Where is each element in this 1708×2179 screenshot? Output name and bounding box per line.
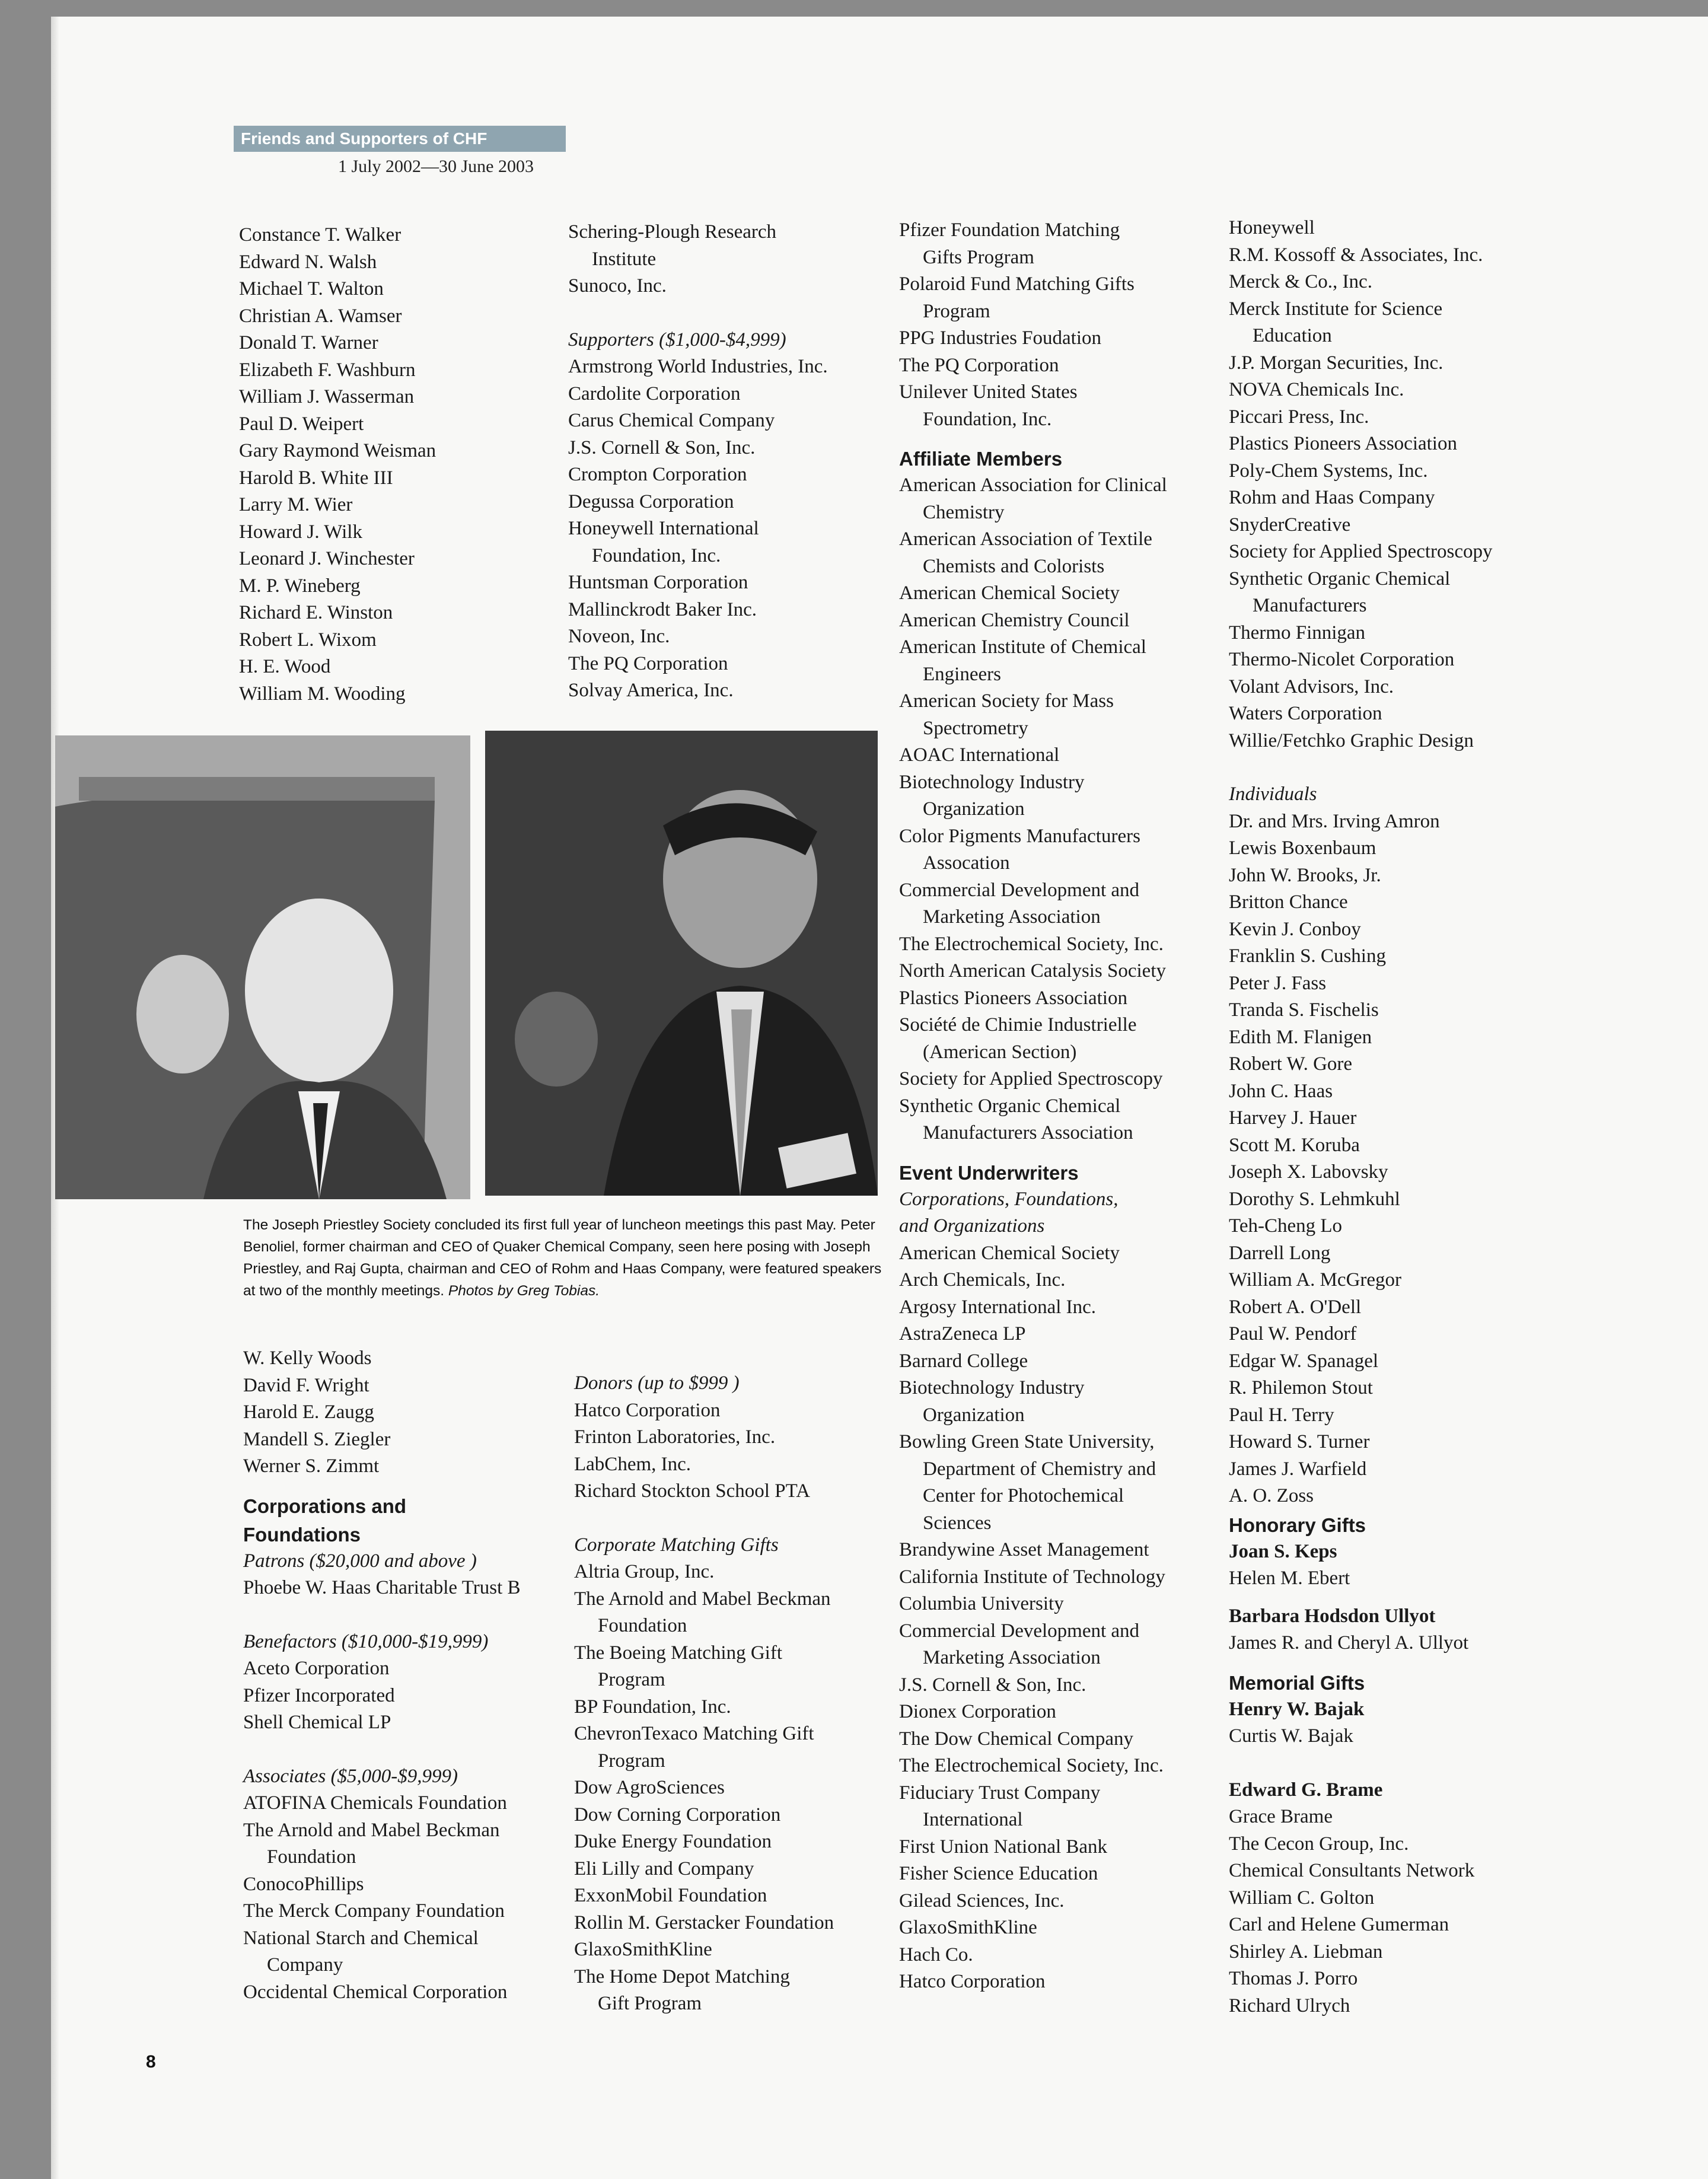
list-item: David F. Wright — [243, 1374, 369, 1396]
list-item: Center for Photochemical — [923, 1485, 1124, 1506]
category-label: Associates ($5,000-$9,999) — [243, 1765, 458, 1787]
list-item: The PQ Corporation — [568, 652, 728, 674]
list-item: First Union National Bank — [899, 1836, 1108, 1858]
list-item: Chemical Consultants Network — [1229, 1860, 1475, 1881]
list-item: Chemists and Colorists — [923, 555, 1105, 577]
list-item: Assocation — [923, 852, 1010, 874]
list-item: Darrell Long — [1229, 1242, 1331, 1264]
list-item: Merck & Co., Inc. — [1229, 271, 1372, 292]
list-item: GlaxoSmithKline — [574, 1939, 712, 1960]
list-item: Kevin J. Conboy — [1229, 918, 1361, 940]
donor-name: Helen M. Ebert — [1229, 1568, 1350, 1589]
section-heading: Event Underwriters — [899, 1161, 1079, 1184]
list-item: Thermo Finnigan — [1229, 622, 1366, 643]
list-item: Gilead Sciences, Inc. — [899, 1890, 1065, 1912]
benefactors-list — [243, 1655, 521, 1737]
list-item: John C. Haas — [1229, 1080, 1333, 1102]
list-item: Dow AgroSciences — [574, 1777, 725, 1798]
list-item: Dionex Corporation — [899, 1701, 1056, 1722]
list-item: Lewis Boxenbaum — [1229, 837, 1376, 859]
list-item: Program — [598, 1669, 665, 1690]
caption-text: The Joseph Priestley Society concluded its first full year of luncheon meetings this past May. Peter Benoliel, former chairman and CEO of Quaker Chemical Company, seen here posing with Joseph Priestley, and Raj Gupta, chairman and CEO of Rohm and Haas Company, were featured speakers at two of the monthly meetings. — [243, 1217, 882, 1299]
list-item: Brandywine Asset Management — [899, 1539, 1149, 1560]
list-item: Synthetic Organic Chemical — [1229, 568, 1451, 590]
list-item: Hach Co. — [899, 1944, 973, 1965]
list-item: R. Philemon Stout — [1229, 1377, 1373, 1398]
list-item: Dorothy S. Lehmkuhl — [1229, 1188, 1400, 1210]
list-item: North American Catalysis Society — [899, 960, 1166, 982]
list-item: Gift Program — [598, 1993, 702, 2014]
photo-illustration — [55, 735, 470, 1199]
list-item: Rollin M. Gerstacker Foundation — [574, 1912, 834, 1933]
list-item: Hatco Corporation — [574, 1399, 721, 1421]
list-item: Duke Energy Foundation — [574, 1831, 772, 1852]
list-item: Peter J. Fass — [1229, 972, 1327, 994]
list-item: Marketing Association — [923, 906, 1101, 928]
list-item: Gifts Program — [923, 246, 1034, 268]
list-item: Society for Applied Spectroscopy — [899, 1068, 1163, 1090]
list-item: Chemistry — [923, 501, 1005, 523]
list-item: The Merck Company Foundation — [243, 1900, 505, 1922]
list-item: Schering-Plough Research — [568, 221, 776, 243]
list-item: American Chemical Society — [899, 582, 1120, 604]
section-heading: Memorial Gifts — [1229, 1671, 1365, 1694]
memorial-name: Henry W. Bajak — [1229, 1698, 1365, 1720]
photo-caption — [243, 1214, 884, 1302]
list-item: Fiduciary Trust Company — [899, 1782, 1101, 1804]
list-item: The Electrochemical Society, Inc. — [899, 1755, 1164, 1776]
list-item: J.P. Morgan Securities, Inc. — [1229, 352, 1443, 374]
list-item: Dr. and Mrs. Irving Amron — [1229, 810, 1440, 832]
donor-column-2-bottom — [574, 1370, 834, 2018]
list-item: Michael T. Walton — [239, 278, 384, 300]
list-item: Waters Corporation — [1229, 703, 1382, 724]
donor-column-4 — [1229, 215, 1493, 2019]
list-item: Sunoco, Inc. — [568, 275, 667, 297]
list-item: Color Pigments Manufacturers — [899, 825, 1140, 847]
list-item: LabChem, Inc. — [574, 1453, 692, 1475]
donor-name: Curtis W. Bajak — [1229, 1725, 1353, 1747]
list-item: Organization — [923, 1404, 1025, 1426]
list-item: AstraZeneca LP — [899, 1323, 1026, 1345]
list-item: American Association for Clinical — [899, 474, 1167, 496]
list-item: J.S. Cornell & Son, Inc. — [899, 1674, 1086, 1696]
list-item: ATOFINA Chemicals Foundation — [243, 1792, 507, 1814]
list-item: Werner S. Zimmt — [243, 1455, 380, 1477]
list-item: Manufacturers — [1253, 595, 1367, 616]
section-heading: Honorary Gifts — [1229, 1514, 1366, 1536]
list-item: William C. Golton — [1229, 1887, 1375, 1909]
list-item: ConocoPhillips — [243, 1873, 364, 1895]
list-item: Columbia University — [899, 1593, 1064, 1614]
category-label: Supporters ($1,000-$4,999) — [568, 329, 786, 351]
list-item: Richard Stockton School PTA — [574, 1480, 810, 1502]
list-item: American Chemistry Council — [899, 609, 1130, 631]
list-item: A. O. Zoss — [1229, 1485, 1314, 1506]
donor-name: James R. and Cheryl A. Ullyot — [1229, 1632, 1469, 1654]
list-item: Britton Chance — [1229, 891, 1348, 913]
list-item: Richard Ulrych — [1229, 1995, 1350, 2016]
list-item: ChevronTexaco Matching Gift — [574, 1723, 814, 1744]
list-item: Huntsman Corporation — [568, 572, 748, 593]
individuals-list — [1229, 808, 1493, 1510]
list-item: Cardolite Corporation — [568, 383, 741, 404]
list-item: Pfizer Foundation Matching — [899, 219, 1120, 241]
photo-illustration — [485, 731, 878, 1196]
list-item: Marketing Association — [923, 1647, 1101, 1668]
list-item: The Cecon Group, Inc. — [1229, 1833, 1409, 1855]
list-item: Degussa Corporation — [568, 490, 734, 512]
list-item: William A. McGregor — [1229, 1269, 1402, 1291]
list-item: Joseph X. Labovsky — [1229, 1161, 1388, 1183]
list-item: Robert L. Wixom — [239, 629, 377, 651]
list-item: Rohm and Haas Company — [1229, 487, 1435, 508]
list-item: James J. Warfield — [1229, 1458, 1367, 1480]
donor-column-1-bottom — [243, 1345, 521, 2006]
list-item: The Home Depot Matching — [574, 1965, 790, 1987]
list-item: American Association of Textile — [899, 528, 1152, 550]
list-item: Dow Corning Corporation — [574, 1804, 781, 1826]
list-item: The Arnold and Mabel Beckman — [243, 1819, 500, 1841]
list-item: Eli Lilly and Company — [574, 1858, 754, 1879]
list-item: PPG Industries Foudation — [899, 327, 1102, 349]
honoree-name: Joan S. Keps — [1229, 1540, 1337, 1562]
list-item: Willie/Fetchko Graphic Design — [1229, 729, 1474, 751]
list-item: Foundation — [267, 1846, 356, 1868]
list-item: Honeywell International — [568, 518, 759, 539]
list-item: International — [923, 1809, 1023, 1830]
list-item: American Institute of Chemical — [899, 636, 1146, 658]
donors-list — [574, 1397, 834, 1505]
list-item: Howard J. Wilk — [239, 521, 362, 543]
list-item: The Dow Chemical Company — [899, 1728, 1134, 1750]
list-item: Carl and Helene Gumerman — [1229, 1914, 1449, 1935]
individuals-list — [243, 1345, 521, 1480]
list-item: Scott M. Koruba — [1229, 1134, 1360, 1156]
list-item: Mallinckrodt Baker Inc. — [568, 598, 757, 620]
list-item: Noveon, Inc. — [568, 626, 670, 647]
list-item: Shell Chemical LP — [243, 1712, 391, 1733]
list-item: GlaxoSmithKline — [899, 1917, 1037, 1938]
list-item: Merck Institute for Science — [1229, 298, 1443, 320]
list-item: Commercial Development and — [899, 879, 1140, 901]
list-item: Thomas J. Porro — [1229, 1968, 1358, 1989]
list-item: M. P. Wineberg — [239, 575, 361, 597]
category-label: Benefactors ($10,000-$19,999) — [243, 1630, 489, 1652]
list-item: Synthetic Organic Chemical — [899, 1095, 1121, 1117]
list-item: Society for Applied Spectroscopy — [1229, 541, 1493, 562]
list-item: William M. Wooding — [239, 683, 406, 705]
honoree-name: Barbara Hodsdon Ullyot — [1229, 1605, 1436, 1627]
list-item: Société de Chimie Industrielle — [899, 1014, 1137, 1036]
list-item: Mandell S. Ziegler — [243, 1428, 391, 1450]
list-item: The Boeing Matching Gift — [574, 1642, 783, 1664]
list-item: Unilever United States — [899, 381, 1078, 403]
list-item: Phoebe W. Haas Charitable Trust B — [243, 1577, 521, 1598]
memorial-donors-list — [1229, 1804, 1493, 2019]
list-item: Spectrometry — [923, 717, 1028, 739]
list-item: Elizabeth F. Washburn — [239, 359, 416, 381]
list-item: J.S. Cornell & Son, Inc. — [568, 437, 756, 458]
list-item: Occidental Chemical Corporation — [243, 1981, 508, 2003]
list-item: Volant Advisors, Inc. — [1229, 676, 1394, 697]
list-item: R.M. Kossoff & Associates, Inc. — [1229, 244, 1483, 266]
list-item: The Electrochemical Society, Inc. — [899, 933, 1164, 955]
category-label: Donors (up to $999 ) — [574, 1372, 740, 1394]
list-item: American Society for Mass — [899, 690, 1114, 712]
list-item: AOAC International — [899, 744, 1060, 766]
list-item: Paul W. Pendorf — [1229, 1323, 1357, 1345]
list-item: (American Section) — [923, 1041, 1077, 1063]
donor-column-3 — [899, 217, 1167, 1996]
list-item: Company — [267, 1954, 343, 1976]
list-item: Solvay America, Inc. — [568, 680, 734, 701]
supporters-list — [568, 353, 828, 543]
list-item: Robert W. Gore — [1229, 1053, 1353, 1075]
list-item: Honeywell — [1229, 217, 1315, 238]
list-item: Foundation, Inc. — [923, 408, 1052, 430]
list-item: Howard S. Turner — [1229, 1431, 1370, 1452]
list-item: Plastics Pioneers Association — [1229, 433, 1457, 454]
list-item: Polaroid Fund Matching Gifts — [899, 273, 1135, 295]
donor-list-individuals-continued — [239, 222, 436, 708]
list-item: Frinton Laboratories, Inc. — [574, 1426, 776, 1448]
list-item: Edgar W. Spanagel — [1229, 1350, 1379, 1372]
list-item: Larry M. Wier — [239, 494, 353, 515]
category-label: Individuals — [1229, 783, 1317, 805]
list-item: NOVA Chemicals Inc. — [1229, 379, 1404, 400]
list-item: Altria Group, Inc. — [574, 1561, 715, 1582]
list-item: The Arnold and Mabel Beckman — [574, 1588, 831, 1610]
list-item: Foundation, Inc. — [592, 544, 721, 566]
supporters-list — [568, 569, 828, 705]
list-item: John W. Brooks, Jr. — [1229, 864, 1381, 886]
list-item: Fisher Science Education — [899, 1863, 1098, 1884]
list-item: Thermo-Nicolet Corporation — [1229, 649, 1455, 670]
list-item: Education — [1253, 325, 1332, 346]
list-item: Harold B. White III — [239, 467, 393, 489]
list-item: Institute — [592, 248, 657, 270]
section-title: Friends and Supporters of CHF — [234, 126, 566, 152]
memorial-name: Edward G. Brame — [1229, 1779, 1383, 1801]
list-item: California Institute of Technology — [899, 1566, 1165, 1588]
list-item: Arch Chemicals, Inc. — [899, 1269, 1066, 1291]
list-item: Sciences — [923, 1512, 992, 1534]
list-item: American Chemical Society — [899, 1242, 1120, 1264]
list-item: SnyderCreative — [1229, 514, 1351, 536]
list-item: Biotechnology Industry — [899, 771, 1085, 793]
list-item: National Starch and Chemical — [243, 1927, 479, 1949]
photo-benoliel-with-priestley-portrait — [55, 735, 470, 1199]
list-item: Armstrong World Industries, Inc. — [568, 356, 828, 377]
list-item: Barnard College — [899, 1350, 1028, 1372]
date-range: 1 July 2002—30 June 2003 — [338, 157, 534, 176]
photo-credit: Photos by Greg Tobias. — [448, 1283, 600, 1299]
list-item: Department of Chemistry and — [923, 1458, 1156, 1480]
list-item: Constance T. Walker — [239, 224, 401, 246]
list-item: Foundation — [598, 1615, 687, 1636]
list-item: Teh-Cheng Lo — [1229, 1215, 1343, 1237]
list-item: Piccari Press, Inc. — [1229, 406, 1369, 428]
list-item: Paul D. Weipert — [239, 413, 364, 435]
list-item: Engineers — [923, 663, 1001, 685]
list-item: Gary Raymond Weisman — [239, 440, 436, 461]
list-item: William J. Wasserman — [239, 386, 415, 407]
list-item: Poly-Chem Systems, Inc. — [1229, 460, 1428, 482]
category-label: Corporate Matching Gifts — [574, 1534, 779, 1556]
list-item: Tranda S. Fischelis — [1229, 999, 1379, 1021]
list-item: Leonard J. Winchester — [239, 548, 415, 569]
patrons-list — [243, 1575, 521, 1602]
category-label: and Organizations — [899, 1215, 1045, 1237]
section-heading: Affiliate Members — [899, 448, 1063, 470]
list-item: Plastics Pioneers Association — [899, 987, 1127, 1009]
list-item: Edward N. Walsh — [239, 251, 377, 273]
list-item: Argosy International Inc. — [899, 1296, 1097, 1318]
list-item: ExxonMobil Foundation — [574, 1885, 767, 1906]
list-item: Biotechnology Industry — [899, 1377, 1085, 1398]
list-item: Program — [598, 1750, 665, 1772]
list-item: Bowling Green State University, — [899, 1431, 1155, 1452]
list-item: Harvey J. Hauer — [1229, 1107, 1357, 1129]
list-item: Grace Brame — [1229, 1806, 1333, 1827]
list-item: Carus Chemical Company — [568, 410, 775, 431]
list-item: Program — [923, 300, 990, 322]
list-item: Crompton Corporation — [568, 464, 747, 485]
list-item: Richard E. Winston — [239, 602, 393, 623]
list-item: Paul H. Terry — [1229, 1404, 1334, 1426]
list-item: Christian A. Wamser — [239, 305, 402, 327]
list-item: BP Foundation, Inc. — [574, 1696, 731, 1718]
list-item: Aceto Corporation — [243, 1658, 390, 1679]
category-label: Corporations, Foundations, — [899, 1188, 1119, 1210]
donor-column-2-top — [568, 219, 828, 705]
list-item: Hatco Corporation — [899, 1971, 1046, 1992]
list-item: The PQ Corporation — [899, 354, 1059, 376]
list-item: Edith M. Flanigen — [1229, 1026, 1372, 1048]
list-item: Organization — [923, 798, 1025, 820]
list-item: Harold E. Zaugg — [243, 1401, 374, 1423]
list-item: Pfizer Incorporated — [243, 1684, 395, 1706]
page-number: 8 — [146, 2052, 156, 2072]
section-heading: Foundations — [243, 1523, 361, 1546]
list-item: Franklin S. Cushing — [1229, 945, 1386, 967]
list-item: Donald T. Warner — [239, 332, 378, 353]
section-heading: Corporations and — [243, 1495, 407, 1517]
list-item: W. Kelly Woods — [243, 1347, 372, 1369]
list-item: Commercial Development and — [899, 1620, 1140, 1642]
list-item: Manufacturers Association — [923, 1122, 1133, 1143]
list-item: Shirley A. Liebman — [1229, 1941, 1383, 1963]
photo-raj-gupta — [485, 731, 878, 1196]
category-label: Patrons ($20,000 and above ) — [243, 1550, 477, 1572]
list-item: H. E. Wood — [239, 656, 331, 677]
list-item: Robert A. O'Dell — [1229, 1296, 1362, 1318]
